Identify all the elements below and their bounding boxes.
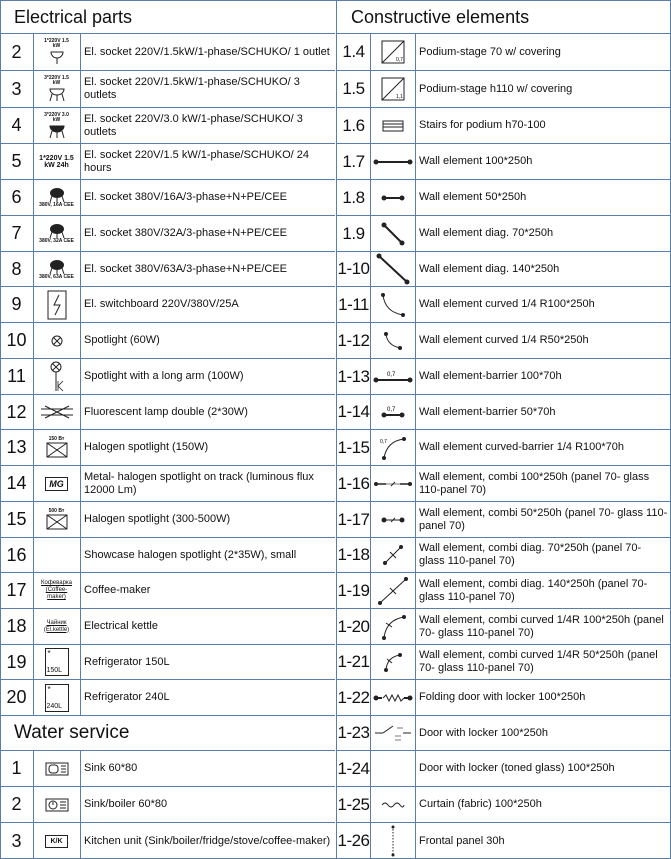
row-label: Wall element curved 1/4 R100*250h xyxy=(419,298,595,310)
row-number: 1.5 xyxy=(337,71,371,107)
table-row xyxy=(0,395,335,430)
empty-icon-cell xyxy=(33,538,81,572)
table-row xyxy=(0,502,335,538)
socket-3-outlets-icon: 3*220V 1.5 kW xyxy=(33,71,81,107)
row-label: El. socket 380V/16A/3-phase+N+PE/CEE xyxy=(84,191,288,203)
refrigerator-150-icon: * 150L xyxy=(33,645,81,679)
table-row xyxy=(337,430,671,466)
row-number: 2 xyxy=(0,787,34,822)
table-row xyxy=(337,323,671,359)
table-row xyxy=(0,216,335,252)
constructive-column xyxy=(336,0,671,859)
table-row xyxy=(0,823,335,859)
switchboard-icon xyxy=(33,287,81,322)
combi-diag-140-icon xyxy=(370,573,416,608)
row-label: Wall element-barrier 100*70h xyxy=(419,370,562,382)
row-number: 1-16 xyxy=(337,466,371,501)
row-number: 15 xyxy=(0,502,34,537)
frontal-panel-icon xyxy=(370,823,416,859)
metal-halogen-icon: MG xyxy=(33,466,81,501)
row-number: 2 xyxy=(0,34,34,70)
kettle-icon: Чайник (El.kettle) xyxy=(33,609,81,644)
combi-diag-70-icon xyxy=(370,538,416,572)
row-number: 14 xyxy=(0,466,34,501)
table-row xyxy=(337,252,671,287)
row-label: Podium-stage 70 w/ covering xyxy=(419,45,561,58)
row-label: El. socket 220V/3.0 kW/1-phase/SCHUKO/ 3 outlets xyxy=(84,112,303,138)
electrical-header: Electrical parts xyxy=(0,0,335,34)
row-label: Fluorescent lamp double (2*30W) xyxy=(84,405,248,418)
row-label: Wall element 100*250h xyxy=(419,155,533,167)
row-number: 19 xyxy=(0,645,34,679)
table-row xyxy=(0,144,335,180)
row-label: Folding door with locker 100*250h xyxy=(419,691,586,703)
wall-diag-70-icon xyxy=(370,216,416,251)
row-number: 13 xyxy=(0,430,34,465)
table-row xyxy=(0,573,335,609)
table-row xyxy=(337,787,671,823)
spotlight-long-arm-icon xyxy=(33,359,81,394)
row-label: Wall element diag. 70*250h xyxy=(419,227,554,239)
stairs-icon xyxy=(370,108,416,143)
row-number: 1-14 xyxy=(337,395,371,429)
row-label: Wall element, combi curved 1/4R 100*250h (panel 70- glass 110-panel 70) xyxy=(419,613,664,639)
svg-text:0,7: 0,7 xyxy=(395,57,403,63)
row-label: Wall element, combi curved 1/4R 50*250h (panel 70- glass 110-panel 70) xyxy=(419,649,658,674)
row-label: Coffee-maker xyxy=(84,584,151,596)
table-row xyxy=(337,466,671,502)
row-number: 20 xyxy=(0,680,34,715)
socket-3-outlets-3kw-icon: 3*220V 3.0 kW xyxy=(33,108,81,143)
row-number: 1-13 xyxy=(337,359,371,394)
row-label: Halogen spotlight (150W) xyxy=(84,441,209,453)
row-number: 1-20 xyxy=(337,609,371,644)
row-label: Door with locker (toned glass) 100*250h xyxy=(419,762,615,774)
svg-text:0,7: 0,7 xyxy=(386,407,395,413)
row-number: 1 xyxy=(0,751,34,786)
table-row xyxy=(0,680,335,716)
row-label: Electrical kettle xyxy=(84,620,158,632)
row-number: 1-24 xyxy=(337,751,371,786)
row-label: Sink/boiler 60*80 xyxy=(84,798,168,810)
barrier-50-icon xyxy=(370,395,416,429)
table-row xyxy=(0,108,335,144)
water-header: Water service xyxy=(0,716,335,751)
sink-boiler-icon xyxy=(33,787,81,822)
row-number: 1-15 xyxy=(337,430,371,465)
row-number: 1-22 xyxy=(337,680,371,715)
kitchen-unit-icon: K/K xyxy=(33,823,81,859)
table-row xyxy=(337,71,671,108)
row-label: Wall element, combi 100*250h (panel 70- glass 110-panel 70) xyxy=(419,470,650,496)
sink-icon xyxy=(33,751,81,786)
electrical-column xyxy=(0,0,335,851)
svg-text:1,1: 1,1 xyxy=(395,94,403,100)
row-number: 1.4 xyxy=(337,34,371,70)
wall-curved-50-icon xyxy=(370,323,416,358)
combi-50-icon xyxy=(370,502,416,537)
table-row xyxy=(0,34,335,71)
row-number: 1.6 xyxy=(337,108,371,143)
podium-stage-high-icon xyxy=(370,71,416,107)
table-row xyxy=(0,787,335,823)
row-label: Stairs for podium h70-100 xyxy=(419,119,546,131)
wall-curved-100-icon xyxy=(370,287,416,322)
row-number: 9 xyxy=(0,287,34,322)
row-label: Sink 60*80 xyxy=(84,762,138,774)
row-label: Metal- halogen spotlight on track (luminous flux 12000 Lm) xyxy=(84,470,314,496)
row-number: 3 xyxy=(0,71,34,107)
row-number: 1-19 xyxy=(337,573,371,608)
curved-barrier-icon xyxy=(370,430,416,465)
refrigerator-240-icon: * 240L xyxy=(33,680,81,715)
table-row xyxy=(337,144,671,180)
combi-curved-50-icon xyxy=(370,645,416,679)
combi-curved-100-icon xyxy=(370,609,416,644)
row-number: 16 xyxy=(0,538,34,572)
table-row xyxy=(0,538,335,573)
table-row xyxy=(0,609,335,645)
row-label: Showcase halogen spotlight (2*35W), small xyxy=(84,548,297,561)
row-label: El. socket 220V/1.5 kW/1-phase/SCHUKO/ 24 hours xyxy=(84,148,309,174)
row-label: Podium-stage h110 w/ covering xyxy=(419,82,573,95)
row-number: 1-11 xyxy=(337,287,371,322)
row-label: El. socket 220V/1.5kW/1-phase/SCHUKO/ 1 outlet xyxy=(84,45,330,58)
row-label: Spotlight (60W) xyxy=(84,334,160,346)
table-row xyxy=(337,359,671,395)
table-row xyxy=(0,71,335,108)
barrier-100-icon xyxy=(370,359,416,394)
svg-text:0,7: 0,7 xyxy=(379,438,387,445)
halogen-spotlight-500-icon: 500 Вт xyxy=(33,502,81,537)
row-number: 1-18 xyxy=(337,538,371,572)
socket-24h-icon: 1*220V 1.5 kW 24h xyxy=(33,144,81,179)
row-number: 1-25 xyxy=(337,787,371,822)
wall-element-100-icon xyxy=(370,144,416,179)
row-number: 6 xyxy=(0,180,34,215)
table-row xyxy=(337,645,671,680)
table-row xyxy=(337,180,671,216)
table-row xyxy=(0,466,335,502)
row-number: 1.8 xyxy=(337,180,371,215)
row-number: 12 xyxy=(0,395,34,429)
table-row xyxy=(337,609,671,645)
row-number: 7 xyxy=(0,216,34,251)
row-label: El. switchboard 220V/380V/25A xyxy=(84,298,239,310)
row-label: El. socket 220V/1.5kW/1-phase/SCHUKO/ 3 outlets xyxy=(84,76,300,101)
row-label: Wall element curved 1/4 R50*250h xyxy=(419,334,589,346)
row-label: Refrigerator 150L xyxy=(84,655,170,668)
podium-stage-icon xyxy=(370,34,416,70)
table-row xyxy=(0,287,335,323)
wall-diag-140-icon xyxy=(370,252,416,286)
row-label: Curtain (fabric) 100*250h xyxy=(419,798,542,810)
table-row xyxy=(337,751,671,787)
table-row xyxy=(337,573,671,609)
row-label: Wall element-barrier 50*70h xyxy=(419,405,556,418)
row-label: Spotlight with a long arm (100W) xyxy=(84,370,244,382)
table-row xyxy=(337,287,671,323)
table-row xyxy=(0,430,335,466)
socket-cee-16a-icon: 380V, 16A CEE xyxy=(33,180,81,215)
table-row xyxy=(337,538,671,573)
row-number: 10 xyxy=(0,323,34,358)
row-number: 1-12 xyxy=(337,323,371,358)
row-label: Frontal panel 30h xyxy=(419,834,505,847)
row-number: 17 xyxy=(0,573,34,608)
row-label: Wall element, combi diag. 70*250h (panel 70- glass 110-panel 70) xyxy=(419,542,642,567)
wall-element-50-icon xyxy=(370,180,416,215)
door-locker-icon xyxy=(370,716,416,750)
row-number: 8 xyxy=(0,252,34,286)
row-number: 3 xyxy=(0,823,34,859)
table-row xyxy=(337,502,671,538)
row-label: El. socket 380V/63A/3-phase+N+PE/CEE xyxy=(84,262,288,275)
row-number: 1-21 xyxy=(337,645,371,679)
table-row xyxy=(337,395,671,430)
row-number: 18 xyxy=(0,609,34,644)
table-row xyxy=(337,34,671,71)
row-label: Refrigerator 240L xyxy=(84,691,170,703)
table-row xyxy=(0,751,335,787)
row-number: 5 xyxy=(0,144,34,179)
curtain-icon xyxy=(370,787,416,822)
row-number: 1.9 xyxy=(337,216,371,251)
row-number: 4 xyxy=(0,108,34,143)
socket-1-outlet-icon: 1*220V 1.5 kW xyxy=(33,34,81,70)
socket-cee-63a-icon: 380V, 63A CEE xyxy=(33,252,81,286)
row-label: Wall element curved-barrier 1/4 R100*70h xyxy=(419,441,625,453)
folding-door-icon xyxy=(370,680,416,715)
row-label: Wall element, combi diag. 140*250h (panel 70- glass 110-panel 70) xyxy=(419,577,648,603)
combi-100-icon xyxy=(370,466,416,501)
empty-icon-cell xyxy=(370,751,416,786)
row-number: 1.7 xyxy=(337,144,371,179)
row-label: Halogen spotlight (300-500W) xyxy=(84,513,231,525)
table-row xyxy=(0,645,335,680)
table-row xyxy=(337,216,671,252)
table-row xyxy=(337,823,671,859)
table-row xyxy=(0,252,335,287)
table-row xyxy=(0,180,335,216)
row-number: 1-10 xyxy=(337,252,371,286)
constructive-header: Constructive elements xyxy=(337,0,671,34)
fluorescent-lamp-icon xyxy=(33,395,81,429)
svg-text:0,7: 0,7 xyxy=(386,371,395,378)
halogen-spotlight-icon: 150 Вт xyxy=(33,430,81,465)
spotlight-icon xyxy=(33,323,81,358)
row-label: Door with locker 100*250h xyxy=(419,726,549,739)
table-row xyxy=(0,323,335,359)
row-label: El. socket 380V/32A/3-phase+N+PE/CEE xyxy=(84,227,288,239)
row-number: 1-26 xyxy=(337,823,371,859)
row-number: 1-17 xyxy=(337,502,371,537)
table-row xyxy=(0,359,335,395)
row-number: 1-23 xyxy=(337,716,371,750)
row-label: Wall element diag. 140*250h xyxy=(419,262,560,275)
table-row xyxy=(337,716,671,751)
table-row xyxy=(337,680,671,716)
coffee-maker-icon: Кофеварка (Coffee-maker) xyxy=(33,573,81,608)
row-number: 11 xyxy=(0,359,34,394)
socket-cee-32a-icon: 380V, 32A CEE xyxy=(33,216,81,251)
row-label: Kitchen unit (Sink/boiler/fridge/stove/coffee-maker) xyxy=(84,834,331,847)
table-row xyxy=(337,108,671,144)
row-label: Wall element 50*250h xyxy=(419,191,527,203)
row-label: Wall element, combi 50*250h (panel 70- glass 110-panel 70) xyxy=(419,506,668,532)
